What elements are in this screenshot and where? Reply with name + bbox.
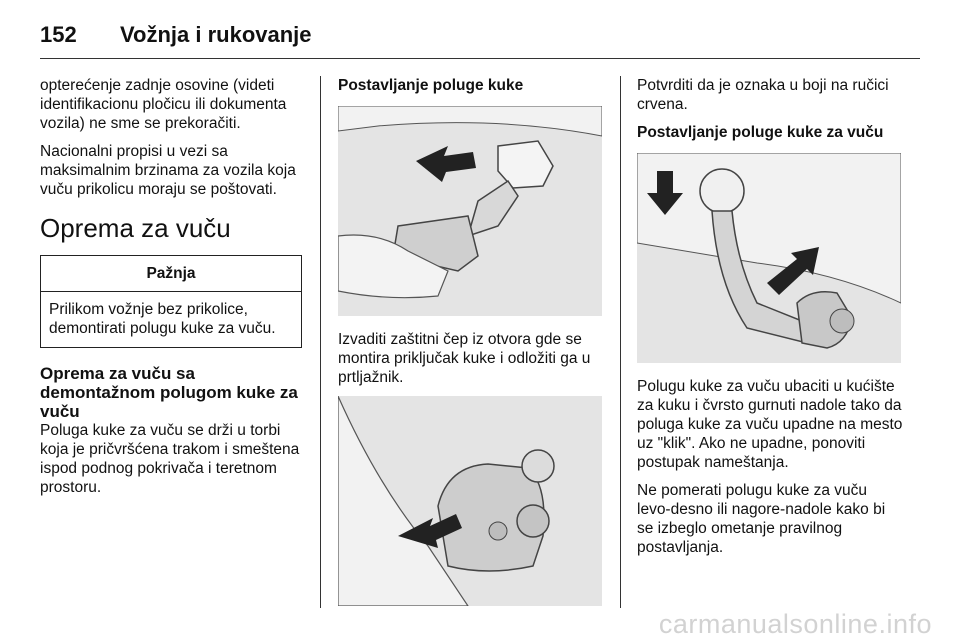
page-header [40, 18, 920, 58]
paragraph: Ne pomerati polugu kuke za vuču levo-desno ili nagore-nadole kako bi se izbeglo ometanje pravilnog postavljanja. [637, 482, 886, 556]
page-number: 152 [40, 22, 77, 47]
header-rule [40, 58, 920, 59]
step-heading: Postavljanje poluge kuke za vuču [637, 124, 884, 141]
column-right [637, 76, 903, 566]
paragraph: Izvaditi zaštitni čep iz otvora gde se montira priključak kuke i odložiti ga u prtljažnik. [338, 331, 591, 386]
paragraph: Potvrditi da je oznaka u boji na ručici crvena. [637, 77, 889, 113]
section-heading: Oprema za vuču [40, 213, 231, 243]
paragraph: Nacionalni propisi u vezi sa maksimalnim brzinama za vozila koja vuču prikolicu moraju se poštovati. [40, 143, 296, 198]
step-heading: Postavljanje poluge kuke [338, 77, 524, 94]
illustration-remove-cap [338, 106, 602, 316]
paragraph: Polugu kuke za vuču ubaciti u kućište za kuku i čvrsto gurnuti nadole tako da poluga kuke za vuču upadne na mesto uz "klik". Ako ne upadne, ponoviti postupak nameštanja. [637, 378, 903, 471]
notice-box [40, 255, 302, 348]
notice-title: Pažnja [41, 256, 301, 292]
page-title: Vožnja i rukovanje [120, 22, 312, 47]
column-left [40, 76, 302, 506]
column-divider [620, 76, 621, 608]
paragraph: Poluga kuke za vuču se drži u torbi koja je pričvršćena trakom i smeštena ispod podnog pokrivača i teretnom prostoru. [40, 422, 300, 496]
illustration-receiver [338, 396, 602, 606]
illustration-insert-ball [637, 153, 901, 363]
subsection-heading: Oprema za vuču sa demontažnom polugom kuke za vuču [40, 364, 298, 421]
paragraph: opterećenje zadnje osovine (videti identifikacionu pločicu ili dokumenta vozila) ne sme se prekoračiti. [40, 77, 287, 132]
notice-text: Prilikom vožnje bez prikolice, demontirati polugu kuke za vuču. [49, 301, 276, 337]
column-divider [320, 76, 321, 608]
column-middle [338, 76, 602, 620]
watermark: carmanualsonline.info [658, 609, 932, 639]
